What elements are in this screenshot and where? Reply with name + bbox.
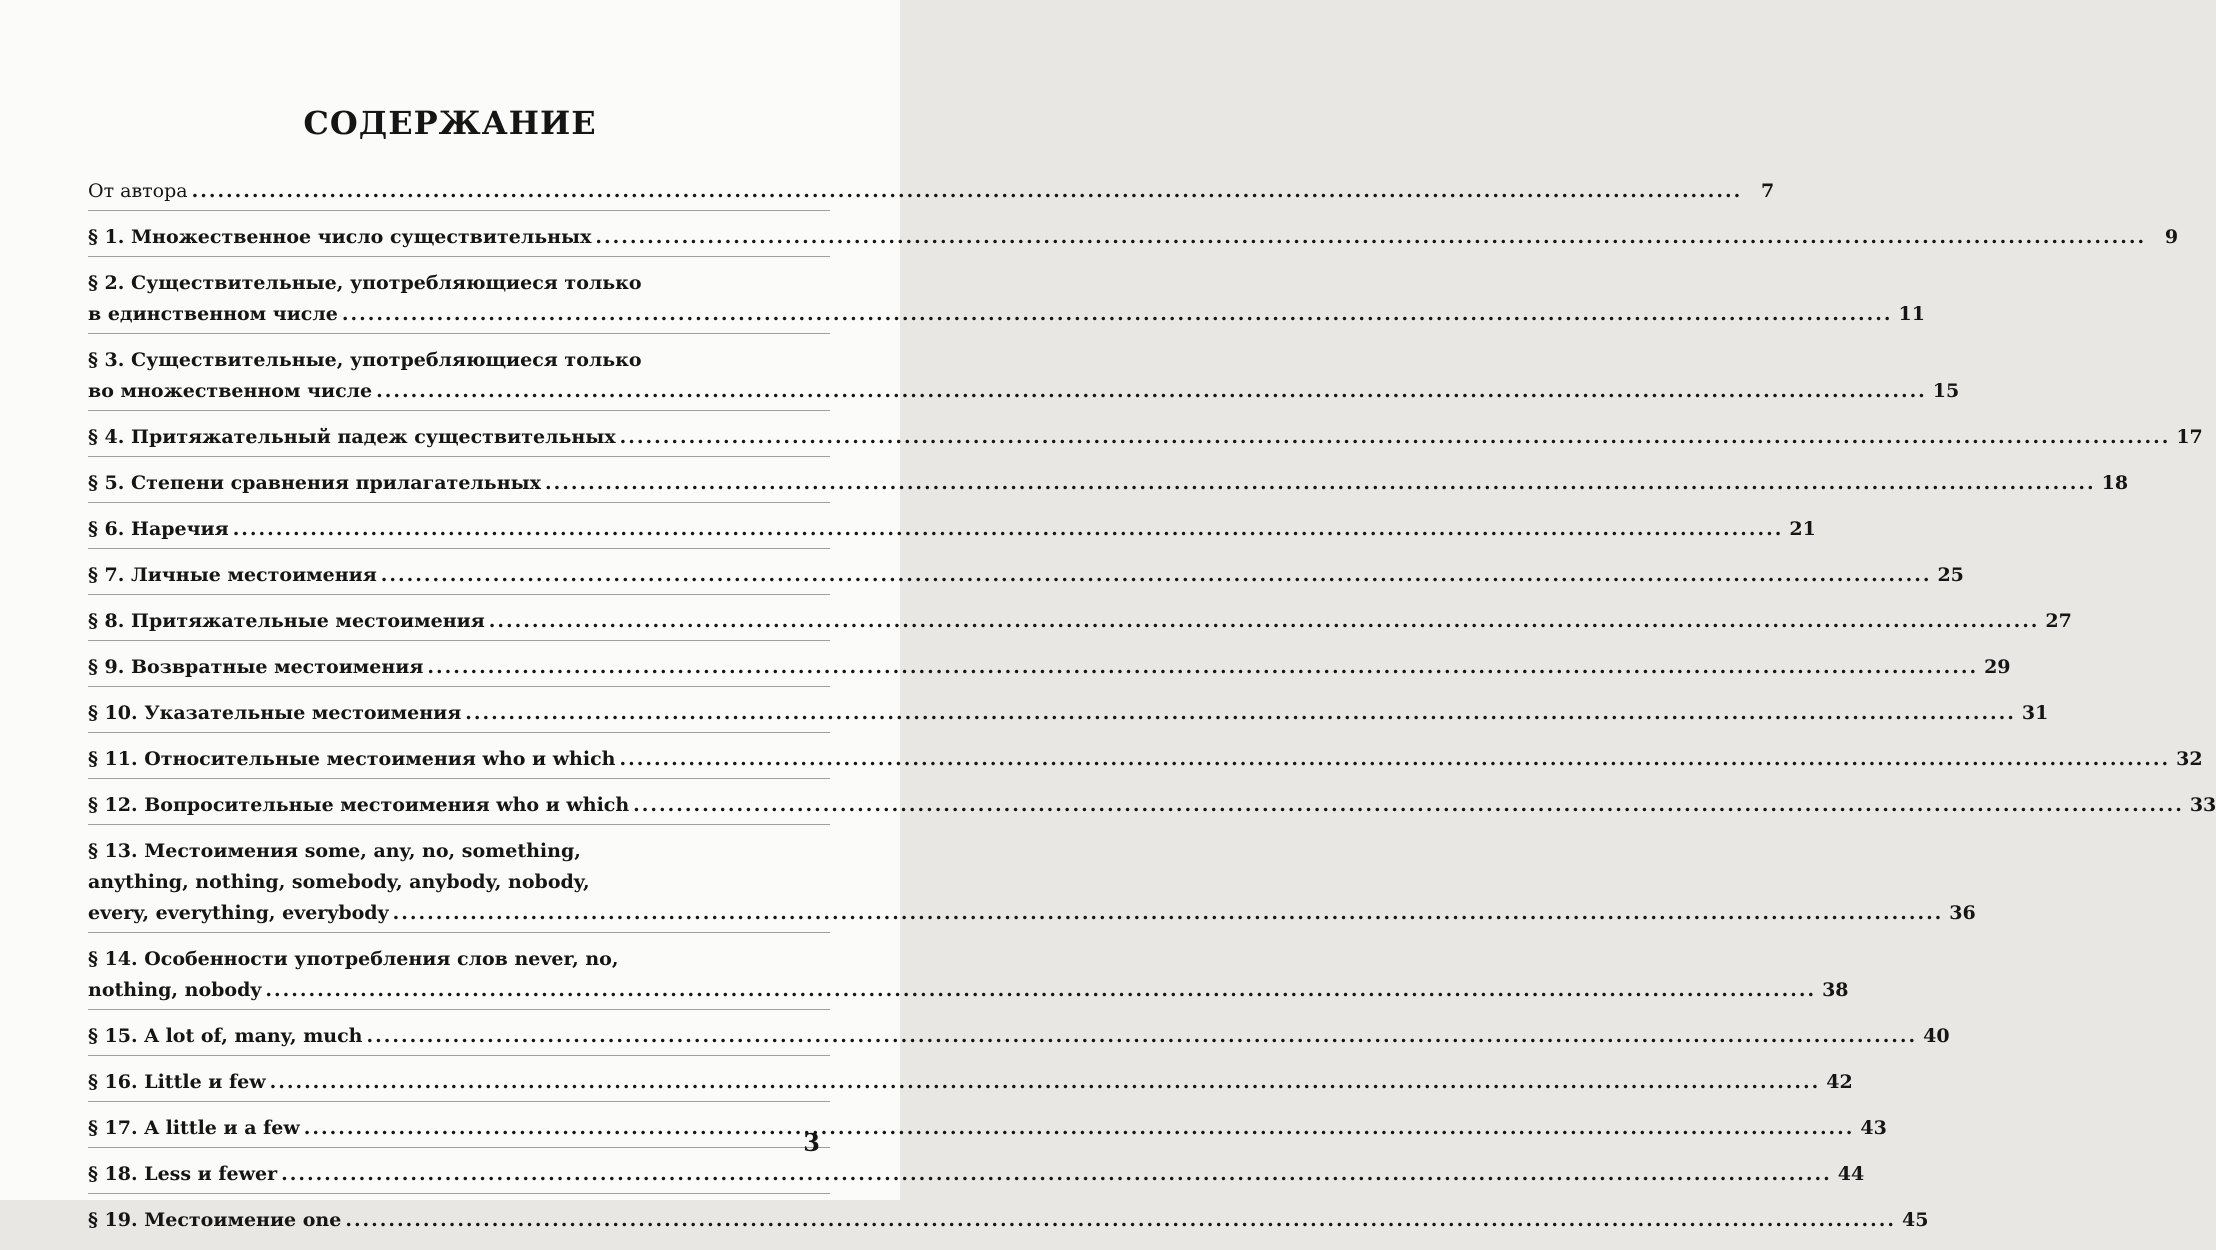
toc-entry-text: anything, nothing, somebody, anybody, nobody, xyxy=(88,871,590,893)
toc-entry xyxy=(88,422,2203,457)
toc-page-number: 9 xyxy=(2164,226,2179,248)
toc-entry-text: § 13. Местоимения some, any, no, something, xyxy=(88,840,581,862)
toc-leader-dots xyxy=(633,790,2184,821)
toc-entry xyxy=(88,944,1849,1010)
toc-entry xyxy=(88,652,2011,687)
toc-line xyxy=(88,652,2011,683)
toc-entry-text: § 16. Little и few xyxy=(88,1071,266,1093)
toc-entry-text: § 12. Вопросительные местоимения who и which xyxy=(88,794,630,816)
toc-leader-dots xyxy=(192,176,1743,207)
toc-leader-dots xyxy=(376,376,1927,407)
toc-leader-dots xyxy=(367,1021,1918,1052)
toc-page-number: 33 xyxy=(2189,794,2216,816)
toc-page-number: 38 xyxy=(1822,979,1849,1001)
toc-entry xyxy=(88,606,2072,641)
toc-leader-dots xyxy=(427,652,1978,683)
toc-leader-dots xyxy=(233,514,1784,545)
toc-leader-dots xyxy=(381,560,1932,591)
toc-entry-text: § 8. Притяжательные местоимения xyxy=(88,610,485,632)
toc-entry xyxy=(88,790,2216,825)
toc-page-number: 45 xyxy=(1901,1209,1929,1231)
table-of-contents xyxy=(88,176,2216,1250)
toc-entry xyxy=(88,1205,1929,1239)
toc-entry-text: nothing, nobody xyxy=(88,979,262,1001)
toc-line xyxy=(88,268,830,299)
toc-line xyxy=(88,944,830,975)
toc-entry xyxy=(88,176,1775,211)
toc-entry xyxy=(88,1021,1950,1056)
toc-entry-text: § 5. Степени сравнения прилагательных xyxy=(88,472,541,494)
toc-entry-text: От автора xyxy=(88,180,188,202)
toc-entry xyxy=(88,222,2179,257)
toc-line xyxy=(88,606,2072,637)
toc-entry xyxy=(88,1113,1887,1148)
toc-line xyxy=(88,1067,1853,1098)
toc-leader-dots xyxy=(620,422,2171,453)
toc-page-number: 36 xyxy=(1949,902,1976,924)
toc-line xyxy=(88,898,1976,929)
page-number: 3 xyxy=(803,1128,820,1157)
toc-entry-text: § 7. Личные местоимения xyxy=(88,564,377,586)
toc-entry xyxy=(88,698,2049,733)
toc-page-number: 29 xyxy=(1984,656,2011,678)
toc-line xyxy=(88,376,1960,407)
toc-page-number: 42 xyxy=(1826,1071,1853,1093)
toc-entry-text: every, everything, everybody xyxy=(88,902,389,924)
toc-leader-dots xyxy=(345,1205,1896,1236)
toc-entry xyxy=(88,744,2203,779)
toc-page-number: 44 xyxy=(1837,1163,1865,1185)
toc-line xyxy=(88,560,1964,591)
toc-line xyxy=(88,836,830,867)
toc-leader-dots xyxy=(281,1159,1832,1190)
toc-entry-text: § 3. Существительные, употребляющиеся только xyxy=(88,349,642,371)
toc-entry xyxy=(88,836,1976,933)
toc-line xyxy=(88,790,2216,821)
toc-entry-text: § 17. A little и a few xyxy=(88,1117,300,1139)
toc-entry-text: во множественном числе xyxy=(88,380,373,402)
toc-line xyxy=(88,345,830,376)
toc-entry-text: § 1. Множественное число существительных xyxy=(88,226,592,248)
toc-entry xyxy=(88,468,2129,503)
toc-entry-text: § 6. Наречия xyxy=(88,518,229,540)
toc-page-number: 31 xyxy=(2021,702,2049,724)
toc-page-number: 40 xyxy=(1923,1025,1950,1047)
toc-line xyxy=(88,176,1775,207)
toc-leader-dots xyxy=(619,744,2170,775)
toc-line xyxy=(88,1159,1865,1190)
toc-entry-text: § 15. A lot of, many, much xyxy=(88,1025,363,1047)
toc-leader-dots xyxy=(595,222,2146,253)
toc-entry-text: § 4. Притяжательный падеж существительных xyxy=(88,426,616,448)
toc-leader-dots xyxy=(270,1067,1821,1098)
toc-line xyxy=(88,422,2203,453)
page-title: СОДЕРЖАНИЕ xyxy=(303,104,597,142)
toc-line xyxy=(88,867,830,898)
toc-leader-dots xyxy=(393,898,1944,929)
toc-entry-text: § 10. Указательные местоимения xyxy=(88,702,462,724)
toc-entry-text: § 14. Особенности употребления слов never, no, xyxy=(88,948,619,970)
toc-entry xyxy=(88,1067,1853,1102)
toc-leader-dots xyxy=(545,468,2096,499)
toc-page-number: 27 xyxy=(2045,610,2072,632)
toc-entry xyxy=(88,345,1960,411)
toc-line xyxy=(88,744,2203,775)
toc-line xyxy=(88,468,2129,499)
toc-line xyxy=(88,514,1816,545)
toc-entry xyxy=(88,560,1964,595)
toc-leader-dots xyxy=(304,1113,1855,1144)
toc-entry-text: § 9. Возвратные местоимения xyxy=(88,656,424,678)
toc-line xyxy=(88,1205,1929,1236)
toc-page-number: 11 xyxy=(1898,303,1925,325)
toc-page-number: 25 xyxy=(1937,564,1964,586)
toc-entry-text: § 18. Less и fewer xyxy=(88,1163,278,1185)
toc-leader-dots xyxy=(342,299,1893,330)
toc-entry-text: § 2. Существительные, употребляющиеся только xyxy=(88,272,642,294)
toc-line xyxy=(88,1113,1887,1144)
toc-entry xyxy=(88,514,1816,549)
toc-line xyxy=(88,1021,1950,1052)
toc-entry xyxy=(88,268,1925,334)
toc-page-number: 21 xyxy=(1789,518,1816,540)
toc-line xyxy=(88,222,2179,253)
toc-leader-dots xyxy=(489,606,2040,637)
toc-page-number: 17 xyxy=(2176,426,2203,448)
toc-line xyxy=(88,698,2049,729)
toc-page-number: 32 xyxy=(2176,748,2203,770)
toc-page-number: 15 xyxy=(1932,380,1960,402)
toc-page-number: 7 xyxy=(1761,180,1775,202)
toc-entry xyxy=(88,1159,1865,1194)
toc-page-number: 43 xyxy=(1860,1117,1887,1139)
toc-leader-dots xyxy=(465,698,2016,729)
toc-line xyxy=(88,299,1925,330)
toc-entry-text: § 11. Относительные местоимения who и which xyxy=(88,748,616,770)
toc-leader-dots xyxy=(265,975,1816,1006)
toc-entry-text: в единственном числе xyxy=(88,303,338,325)
toc-entry-text: § 19. Местоимение one xyxy=(88,1209,342,1231)
toc-page-number: 18 xyxy=(2101,472,2129,494)
toc-line xyxy=(88,975,1849,1006)
